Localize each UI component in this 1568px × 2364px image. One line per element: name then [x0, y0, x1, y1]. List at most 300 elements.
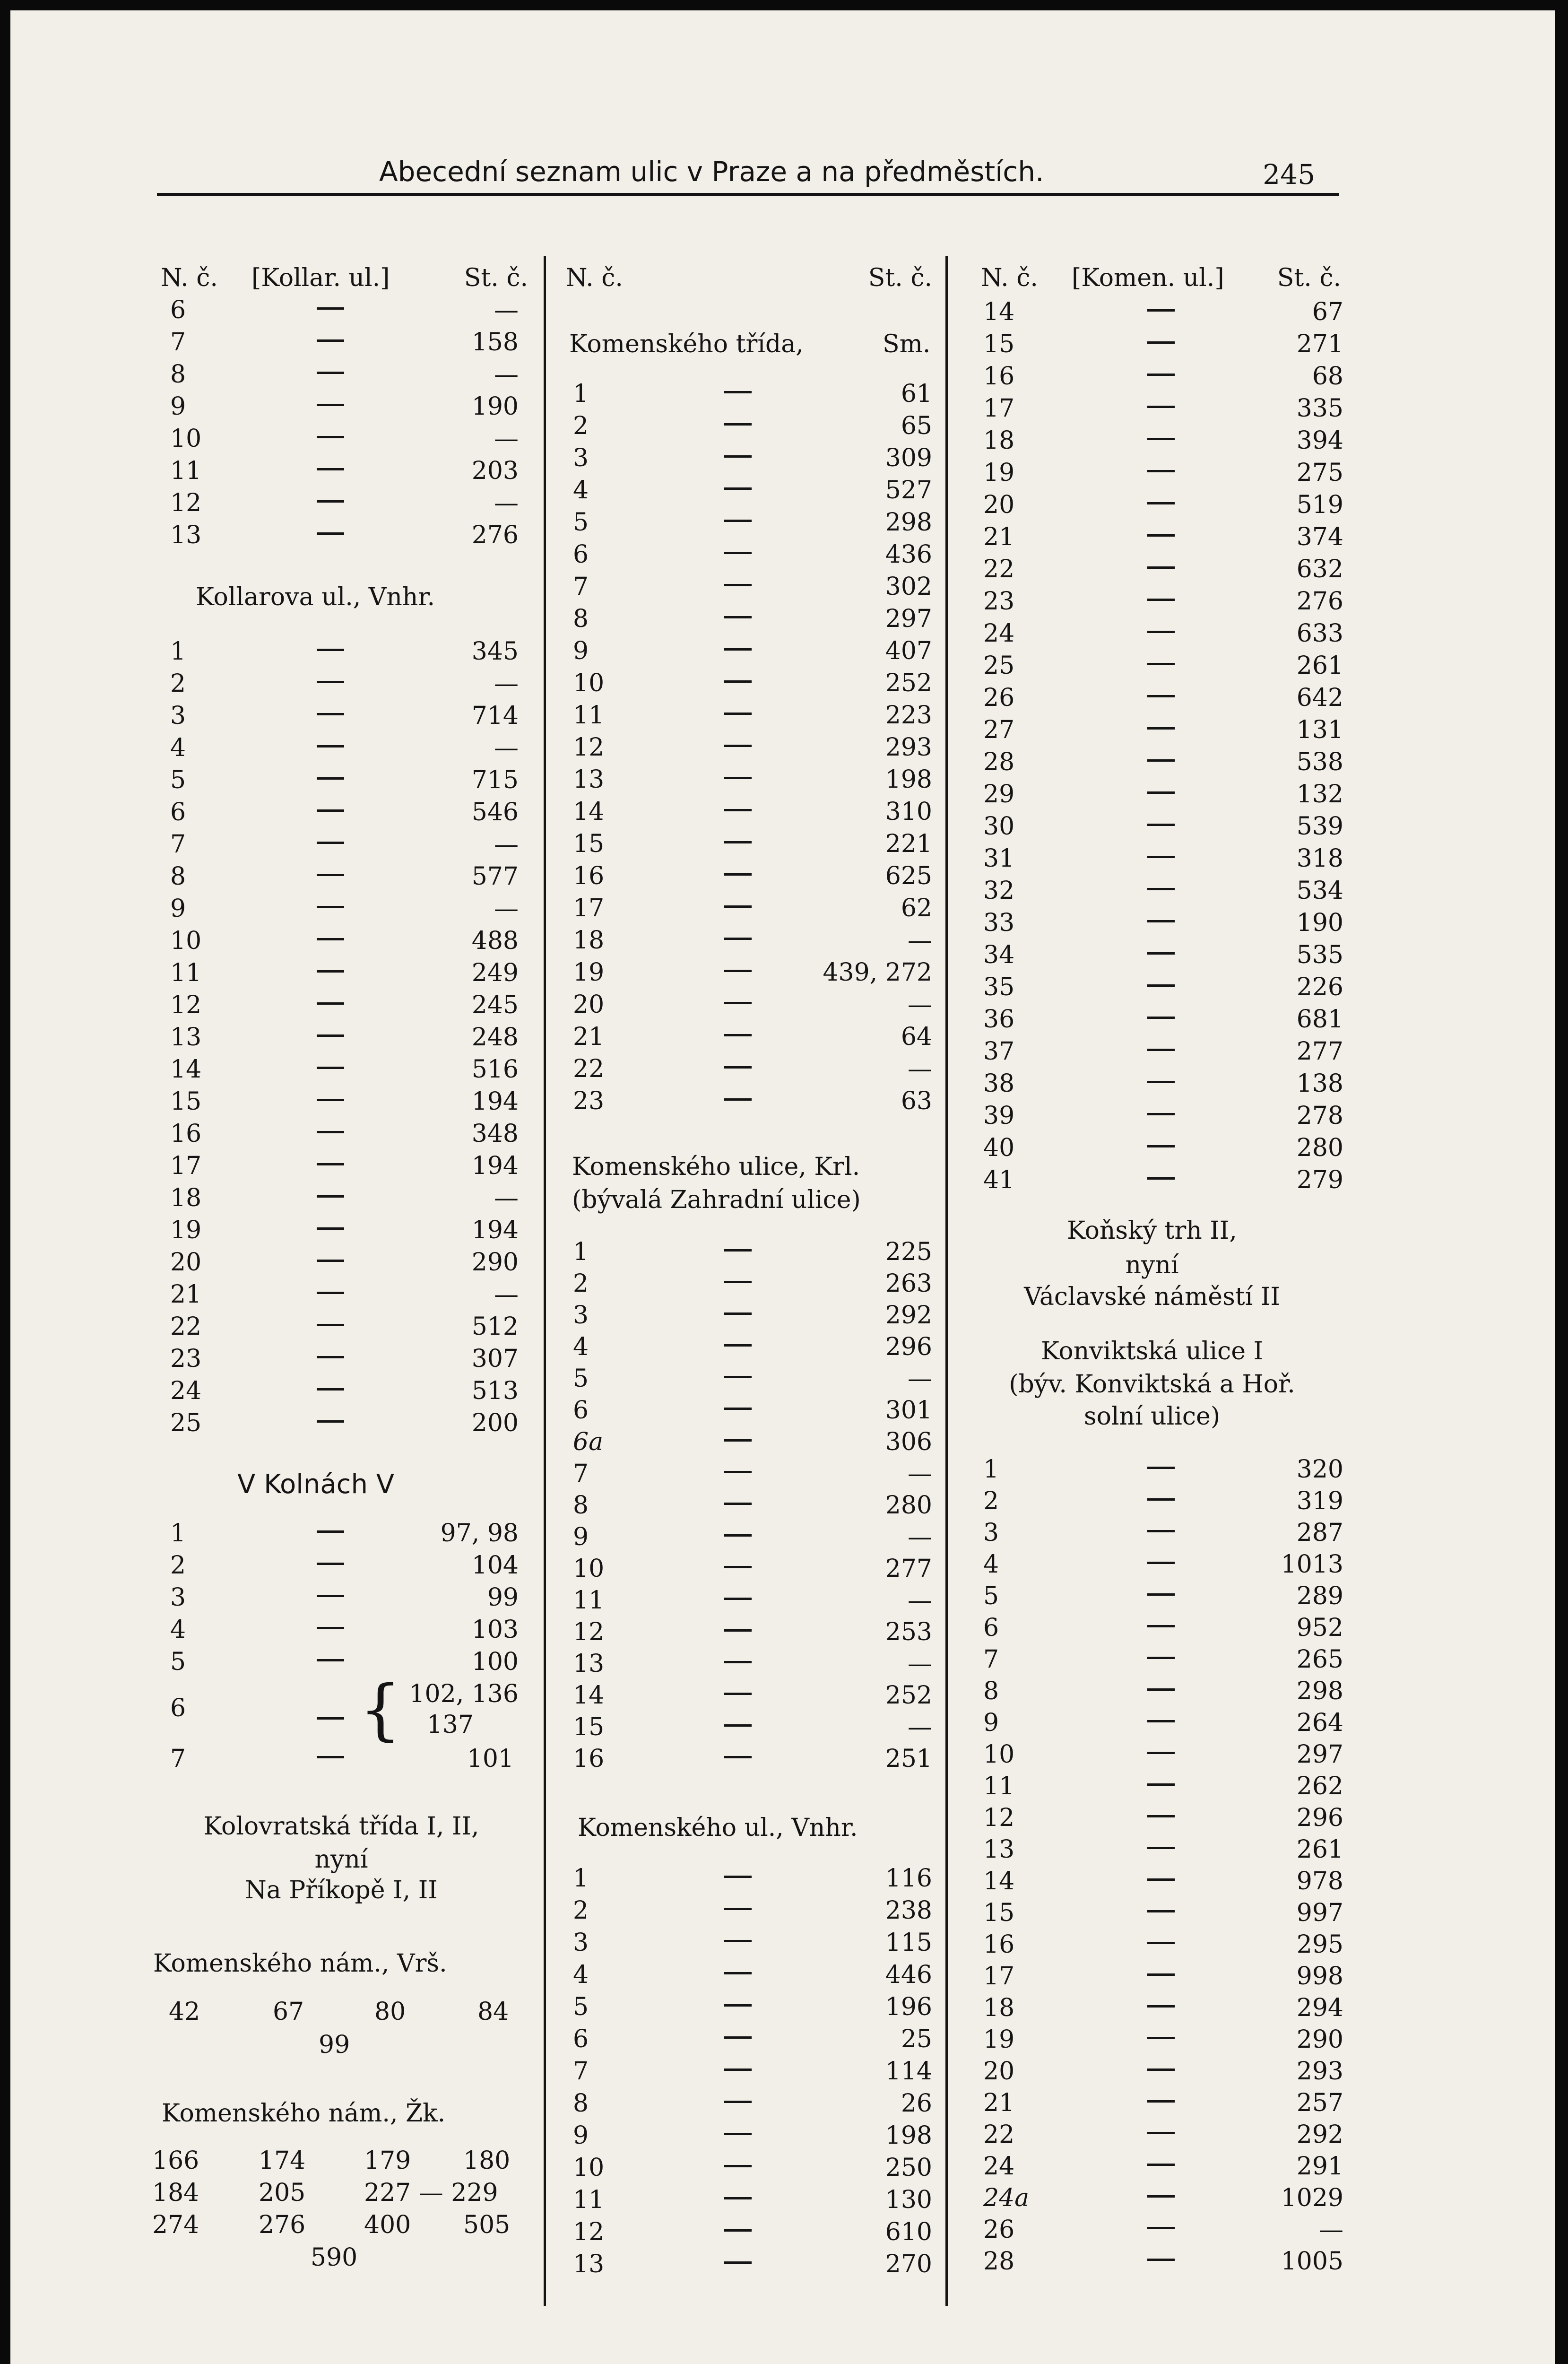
kollarova-row-value: —: [494, 1184, 519, 1212]
komenskeho-trida-row-number: 5: [573, 508, 589, 537]
konviktska-row-value: 952: [1296, 1614, 1343, 1642]
konviktska-row-dash: [1147, 1878, 1175, 1881]
kollarova-title: Kollarova ul., Vnhr.: [196, 583, 435, 611]
kolnach-row-dash: [317, 1563, 344, 1565]
komen-row-number: 17: [983, 394, 1015, 423]
kollarova-row-dash: [317, 938, 344, 940]
komen-row-dash: [1147, 631, 1175, 633]
komen-row-value: 642: [1296, 684, 1343, 712]
kollarova-row-number: 18: [170, 1184, 202, 1212]
komenskeho-trida-row-number: 3: [573, 444, 589, 472]
komenskeho-trida-row-dash: [724, 1002, 752, 1004]
kollarova-row-dash: [317, 777, 344, 780]
komenskeho-trida-row-dash: [724, 745, 752, 747]
trida-title-suffix: Sm.: [883, 330, 931, 358]
konviktska-row-number: 6: [983, 1614, 999, 1642]
kom-nam-vrs-title: Komenského nám., Vrš.: [153, 1949, 447, 1978]
komenskeho-krl-row-number: 8: [573, 1491, 589, 1520]
konviktska-row-dash: [1147, 1910, 1175, 1912]
kom-nam-zk-val: 505: [463, 2211, 511, 2239]
komenskeho-vnhr-row-dash: [724, 1876, 752, 1878]
komenskeho-krl-row-value: 253: [885, 1618, 932, 1646]
komen-row-dash: [1147, 1177, 1175, 1180]
komenskeho-trida-row-value: 436: [885, 540, 932, 569]
komenskeho-trida-row-number: 6: [573, 540, 589, 569]
komenskeho-krl-row-dash: [724, 1471, 752, 1473]
kolovratska-line3: Na Příkopě I, II: [245, 1876, 438, 1904]
kolnach-row-value: 104: [471, 1551, 519, 1580]
komenskeho-trida-row-dash: [724, 552, 752, 554]
kolnach-7-dash: [317, 1756, 344, 1758]
komen-row-value: 226: [1296, 973, 1343, 1001]
kollarova-row-number: 17: [170, 1152, 202, 1180]
komen-row-value: 280: [1296, 1134, 1343, 1162]
komenskeho-vnhr-row-dash: [724, 2036, 752, 2039]
kolnach-row-value: 97, 98: [440, 1519, 519, 1547]
kollar-row-number: 8: [170, 360, 186, 389]
kom-nam-zk-val: 179: [364, 2147, 411, 2175]
kollarova-row-value: 200: [471, 1409, 519, 1437]
komenskeho-vnhr-row-number: 8: [573, 2089, 589, 2118]
komenskeho-trida-row-value: 198: [885, 765, 932, 794]
komenskeho-trida-row-value: —: [908, 1055, 932, 1083]
komenskeho-trida-row-dash: [724, 487, 752, 490]
komen-row-number: 36: [983, 1005, 1015, 1034]
kollarova-row-number: 22: [170, 1312, 202, 1341]
kollarova-row-number: 6: [170, 798, 186, 826]
konviktska-row-dash: [1147, 1783, 1175, 1786]
komenskeho-vnhr-row-dash: [724, 2197, 752, 2199]
komenskeho-trida-row-dash: [724, 391, 752, 393]
kolnach-row-value: 103: [471, 1616, 519, 1644]
kollarova-row-dash: [317, 713, 344, 715]
komenskeho-vnhr-row-number: 5: [573, 1993, 589, 2021]
komen-row-dash: [1147, 663, 1175, 665]
kollar-row-value: 158: [471, 328, 519, 356]
komenskeho-vnhr-row-dash: [724, 2068, 752, 2071]
kollar-row-value: —: [494, 360, 519, 389]
konviktska-row-dash: [1147, 2227, 1175, 2229]
kollarova-row-dash: [317, 1356, 344, 1358]
komen-row-number: 22: [983, 555, 1015, 583]
kolnach-title: V Kolnách V: [237, 1469, 395, 1500]
komenskeho-trida-row-number: 7: [573, 573, 589, 601]
komenskeho-vnhr-row-number: 12: [573, 2218, 605, 2246]
kolnach-row-dash: [317, 1530, 344, 1533]
komenskeho-vnhr-row-dash: [724, 2101, 752, 2103]
komen-row-value: 519: [1296, 491, 1343, 519]
kom-nam-vrs-extra: 99: [319, 2031, 350, 2059]
konviktska-row-dash: [1147, 1815, 1175, 1817]
komenskeho-krl-row-dash: [724, 1598, 752, 1600]
komen-row-value: 275: [1296, 459, 1343, 487]
komenskeho-krl-row-value: 292: [885, 1301, 932, 1330]
komenskeho-krl-row-value: —: [908, 1460, 932, 1488]
komenskeho-krl-row-number: 3: [573, 1301, 589, 1330]
konviktska-row-value: 320: [1296, 1455, 1343, 1484]
kollarova-row-value: 248: [471, 1023, 519, 1052]
kollarova-row-dash: [317, 1131, 344, 1133]
komenskeho-vnhr-row-number: 3: [573, 1929, 589, 1957]
kollarova-row-dash: [317, 1067, 344, 1069]
komen-row-number: 38: [983, 1069, 1015, 1098]
kollarova-row-value: 714: [471, 702, 519, 730]
komen-row-number: 39: [983, 1102, 1015, 1130]
komenskeho-vnhr-row-value: 130: [885, 2186, 932, 2214]
komenskeho-trida-row-value: 62: [901, 894, 932, 922]
col3-head-n: N. č.: [981, 264, 1038, 292]
kolnach-6-dash: [317, 1717, 344, 1720]
komenskeho-vnhr-row-value: 116: [885, 1864, 932, 1893]
konviktska-row-dash: [1147, 2068, 1175, 2071]
konviktska-row-dash: [1147, 1847, 1175, 1849]
komenskeho-vnhr-row-number: 9: [573, 2121, 589, 2150]
komenskeho-trida-row-value: 407: [885, 637, 932, 665]
konviktska-row-value: 296: [1296, 1804, 1343, 1832]
kollarova-row-value: —: [494, 669, 519, 698]
komenskeho-krl-row-number: 4: [573, 1333, 589, 1361]
konviktska-row-dash: [1147, 2259, 1175, 2261]
konviktska-row-dash: [1147, 1973, 1175, 1976]
kollar-row-dash: [317, 532, 344, 535]
kollar-row-number: 12: [170, 489, 202, 517]
kollarova-row-number: 12: [170, 991, 202, 1019]
komenskeho-vnhr-row-value: 238: [885, 1896, 932, 1925]
header-rule: [157, 193, 1339, 196]
komenskeho-trida-row-value: —: [908, 991, 932, 1019]
konsky-line2: nyní: [1125, 1251, 1179, 1279]
kollarova-row-number: 1: [170, 637, 186, 666]
komenskeho-trida-row-value: —: [908, 926, 932, 955]
komenskeho-vnhr-row-value: 198: [885, 2121, 932, 2150]
komenskeho-krl-row-number: 16: [573, 1745, 605, 1773]
kollarova-row-number: 2: [170, 669, 186, 698]
komen-row-dash: [1147, 599, 1175, 601]
kollarova-row-dash: [317, 745, 344, 747]
konviktska-line2: (býv. Konviktská a Hoř.: [1009, 1370, 1295, 1399]
kolnach-row-number: 2: [170, 1551, 186, 1580]
komenskeho-trida-row-dash: [724, 616, 752, 618]
konsky-line3: Václavské náměstí II: [1024, 1283, 1280, 1311]
kollarova-row-value: 577: [471, 862, 519, 891]
komenskeho-trida-row-dash: [724, 520, 752, 522]
konviktska-row-value: 291: [1296, 2152, 1343, 2181]
konviktska-row-value: 261: [1296, 1835, 1343, 1864]
konviktska-row-number: 7: [983, 1645, 999, 1674]
konviktska-row-dash: [1147, 2037, 1175, 2039]
komenskeho-trida-row-value: 64: [901, 1023, 932, 1051]
kollarova-row-number: 14: [170, 1055, 202, 1084]
trida-title: Komenského třída,: [569, 330, 804, 358]
komenskeho-trida-row-number: 23: [573, 1087, 605, 1115]
komenskeho-trida-row-number: 8: [573, 605, 589, 633]
konviktska-row-number: 17: [983, 1962, 1015, 1990]
konviktska-row-dash: [1147, 1498, 1175, 1501]
konviktska-row-value: 289: [1296, 1582, 1343, 1610]
komen-row-value: 261: [1296, 652, 1343, 680]
konviktska-row-value: 293: [1296, 2057, 1343, 2086]
komen-row-number: 32: [983, 877, 1015, 905]
kom-nam-zk-extra: 590: [311, 2243, 358, 2272]
komenskeho-trida-row-dash: [724, 1098, 752, 1101]
komenskeho-krl-row-value: 263: [885, 1269, 932, 1298]
komenskeho-trida-row-dash: [724, 777, 752, 779]
kolnach-row-number: 3: [170, 1583, 186, 1612]
konviktska-row-value: 978: [1296, 1867, 1343, 1895]
komen-row-value: 632: [1296, 555, 1343, 583]
komen-row-number: 37: [983, 1037, 1015, 1066]
komenskeho-trida-row-dash: [724, 680, 752, 683]
komenskeho-trida-row-dash: [724, 841, 752, 843]
komenskeho-krl-row-value: —: [908, 1650, 932, 1678]
komen-row-dash: [1147, 791, 1175, 794]
komen-row-dash: [1147, 695, 1175, 697]
komenskeho-trida-row-value: 625: [885, 862, 932, 890]
kollarova-row-value: —: [494, 830, 519, 859]
kolnach-row-value: 99: [487, 1583, 519, 1612]
komenskeho-krl-row-dash: [724, 1344, 752, 1347]
konviktska-row-value: 257: [1296, 2089, 1343, 2117]
komen-row-value: 67: [1312, 298, 1343, 326]
komenskeho-vnhr-row-number: 10: [573, 2154, 605, 2182]
komenskeho-krl-row-dash: [724, 1503, 752, 1505]
konviktska-row-value: 997: [1296, 1899, 1343, 1927]
komen-row-value: 277: [1296, 1037, 1343, 1066]
komenskeho-krl-row-number: 2: [573, 1269, 589, 1298]
komen-row-number: 19: [983, 459, 1015, 487]
komen-row-number: 33: [983, 909, 1015, 937]
kollarova-row-value: 194: [471, 1087, 519, 1116]
komenskeho-trida-row-number: 17: [573, 894, 605, 922]
komenskeho-trida-row-number: 9: [573, 637, 589, 665]
komenskeho-vnhr-row-value: 25: [901, 2025, 932, 2053]
komenskeho-krl-row-number: 11: [573, 1586, 605, 1615]
konviktska-row-number: 20: [983, 2057, 1015, 2086]
konviktska-row-dash: [1147, 1562, 1175, 1564]
col2-head-n: N. č.: [566, 264, 623, 292]
komenskeho-vnhr-row-number: 7: [573, 2057, 589, 2086]
kolnach-row-value: 100: [471, 1648, 519, 1676]
komenskeho-trida-row-value: 252: [885, 669, 932, 697]
kollarova-row-value: 512: [471, 1312, 519, 1341]
komenskeho-trida-row-number: 15: [573, 830, 605, 858]
komen-row-value: 132: [1296, 780, 1343, 808]
konviktska-row-value: 1029: [1281, 2184, 1343, 2212]
column-separator-1: [544, 256, 546, 2306]
konviktska-row-number: 18: [983, 1994, 1015, 2022]
kollar-row-number: 6: [170, 296, 186, 324]
col3-head-mid: [Komen. ul.]: [1072, 264, 1224, 292]
kollarova-row-number: 5: [170, 766, 186, 794]
kolnach-6-val1: 102, 136: [409, 1680, 519, 1708]
komenskeho-krl-row-dash: [724, 1439, 752, 1442]
komen-row-value: 271: [1296, 330, 1343, 358]
komen-row-number: 40: [983, 1134, 1015, 1162]
komenskeho-trida-row-value: 63: [901, 1087, 932, 1115]
komen-row-dash: [1147, 341, 1175, 344]
komenskeho-krl-row-number: 10: [573, 1555, 605, 1583]
kollarova-row-number: 9: [170, 895, 186, 923]
komen-row-dash: [1147, 888, 1175, 890]
komenskeho-trida-row-value: 61: [901, 380, 932, 408]
kollar-row-dash: [317, 372, 344, 374]
komen-row-number: 28: [983, 748, 1015, 776]
kollarova-row-value: 245: [471, 991, 519, 1019]
kollar-row-value: —: [494, 425, 519, 453]
komen-row-dash: [1147, 727, 1175, 730]
komenskeho-krl-row-dash: [724, 1376, 752, 1378]
konviktska-row-dash: [1147, 2005, 1175, 2008]
komenskeho-trida-row-dash: [724, 1034, 752, 1036]
kollarova-row-number: 25: [170, 1409, 202, 1437]
kollar-row-number: 7: [170, 328, 186, 356]
konviktska-row-value: 319: [1296, 1487, 1343, 1515]
kollarova-row-value: 194: [471, 1152, 519, 1180]
kollarova-row-value: 307: [471, 1345, 519, 1373]
komen-row-dash: [1147, 759, 1175, 762]
komenskeho-vnhr-row-value: 250: [885, 2154, 932, 2182]
komen-row-number: 26: [983, 684, 1015, 712]
komenskeho-trida-row-number: 11: [573, 701, 605, 730]
komen-row-value: 138: [1296, 1069, 1343, 1098]
kollarova-row-dash: [317, 1227, 344, 1230]
komen-row-dash: [1147, 1081, 1175, 1083]
col2-head-st: St. č.: [868, 264, 932, 292]
kolnach-7-n: 7: [170, 1745, 186, 1773]
kom-nam-zk-val: 400: [364, 2211, 411, 2239]
komenskeho-krl-row-number: 5: [573, 1365, 589, 1393]
kom-nam-zk-val: 184: [152, 2179, 199, 2207]
kollarova-row-value: —: [494, 1280, 519, 1309]
komen-row-value: 279: [1296, 1166, 1343, 1194]
konviktska-row-number: 1: [983, 1455, 999, 1484]
konviktska-row-number: 8: [983, 1677, 999, 1705]
konviktska-row-dash: [1147, 1752, 1175, 1754]
komenskeho-krl-row-dash: [724, 1629, 752, 1632]
konviktska-row-number: 28: [983, 2247, 1015, 2276]
kollarova-row-value: 513: [471, 1377, 519, 1405]
kollarova-row-number: 16: [170, 1120, 202, 1148]
komenskeho-vnhr-row-dash: [724, 1908, 752, 1910]
komen-row-value: 68: [1312, 362, 1343, 391]
komen-row-number: 41: [983, 1166, 1015, 1194]
konviktska-row-number: 21: [983, 2089, 1015, 2117]
kollarova-row-value: 290: [471, 1248, 519, 1277]
komenskeho-trida-row-dash: [724, 584, 752, 586]
kollar-row-number: 10: [170, 425, 202, 453]
komenskeho-trida-row-value: 302: [885, 573, 932, 601]
komenskeho-trida-row-number: 18: [573, 926, 605, 955]
komenskeho-vnhr-row-dash: [724, 2165, 752, 2167]
konviktska-row-number: 3: [983, 1519, 999, 1547]
konviktska-row-value: 1005: [1281, 2247, 1343, 2276]
komenskeho-krl-row-value: 296: [885, 1333, 932, 1361]
komenskeho-vnhr-row-number: 11: [573, 2186, 605, 2214]
komen-row-number: 30: [983, 812, 1015, 841]
kollarova-row-number: 19: [170, 1216, 202, 1244]
kollarova-row-value: —: [494, 895, 519, 923]
komenskeho-krl-row-value: 252: [885, 1681, 932, 1710]
kollarova-row-dash: [317, 1034, 344, 1037]
komen-row-number: 14: [983, 298, 1015, 326]
komenskeho-krl-row-number: 1: [573, 1238, 589, 1266]
konviktska-row-value: 292: [1296, 2121, 1343, 2149]
komenskeho-krl-row-number: 6: [573, 1396, 589, 1425]
konviktska-row-number: 5: [983, 1582, 999, 1610]
kollarova-row-dash: [317, 649, 344, 651]
komen-row-number: 15: [983, 330, 1015, 358]
kollarova-row-number: 8: [170, 862, 186, 891]
kolnach-6-val2: 137: [426, 1711, 474, 1739]
kollarova-row-dash: [317, 1002, 344, 1005]
komenskeho-vnhr-row-dash: [724, 2229, 752, 2232]
konviktska-row-dash: [1147, 1625, 1175, 1627]
komenskeho-krl-row-dash: [724, 1566, 752, 1568]
komen-row-value: 278: [1296, 1102, 1343, 1130]
kollarova-row-value: 194: [471, 1216, 519, 1244]
komenskeho-krl-row-value: —: [908, 1586, 932, 1615]
kollarova-row-number: 4: [170, 734, 186, 762]
komenskeho-krl-row-dash: [724, 1661, 752, 1663]
komen-row-dash: [1147, 470, 1175, 472]
kolnach-row-number: 4: [170, 1616, 186, 1644]
kollar-row-value: 203: [471, 457, 519, 485]
komenskeho-vnhr-row-dash: [724, 2004, 752, 2007]
komen-row-dash: [1147, 406, 1175, 408]
komen-row-value: 539: [1296, 812, 1343, 841]
komen-row-dash: [1147, 374, 1175, 376]
komenskeho-trida-row-value: 293: [885, 733, 932, 762]
kollarova-row-dash: [317, 842, 344, 844]
komen-row-number: 25: [983, 652, 1015, 680]
komenskeho-trida-row-dash: [724, 873, 752, 876]
konviktska-row-number: 4: [983, 1550, 999, 1579]
komenskeho-vnhr-row-value: 270: [885, 2250, 932, 2278]
komen-row-value: 538: [1296, 748, 1343, 776]
kollarova-row-number: 24: [170, 1377, 202, 1405]
komenskeho-krl-row-value: 277: [885, 1555, 932, 1583]
kolnach-6-n: 6: [170, 1694, 186, 1722]
komen-row-value: 394: [1296, 426, 1343, 455]
komenskeho-krl-row-number: 12: [573, 1618, 605, 1646]
kollarova-row-dash: [317, 1195, 344, 1198]
komenskeho-trida-row-value: 309: [885, 444, 932, 472]
krl-title-line2: (bývalá Zahradní ulice): [572, 1186, 861, 1214]
konviktska-row-number: 14: [983, 1867, 1015, 1895]
kom-nam-vrs-val: 80: [374, 1998, 406, 2026]
konviktska-row-value: 290: [1296, 2025, 1343, 2054]
kollarova-row-number: 3: [170, 702, 186, 730]
konviktska-row-dash: [1147, 2100, 1175, 2103]
kollarova-row-dash: [317, 906, 344, 908]
kollarova-row-value: 249: [471, 959, 519, 987]
kollar-row-dash: [317, 307, 344, 310]
kom-nam-vrs-val: 67: [273, 1998, 304, 2026]
komenskeho-trida-row-number: 22: [573, 1055, 605, 1083]
konviktska-row-value: 1013: [1281, 1550, 1343, 1579]
komenskeho-vnhr-row-value: 196: [885, 1993, 932, 2021]
komen-row-number: 31: [983, 844, 1015, 873]
kollar-row-number: 13: [170, 521, 202, 549]
komenskeho-krl-row-number: 6a: [573, 1428, 604, 1456]
komenskeho-vnhr-row-dash: [724, 1972, 752, 1974]
komenskeho-trida-row-dash: [724, 713, 752, 715]
komenskeho-trida-row-value: 65: [901, 412, 932, 440]
komenskeho-vnhr-row-dash: [724, 1940, 752, 1942]
konviktska-row-value: 262: [1296, 1772, 1343, 1800]
komen-row-number: 21: [983, 523, 1015, 551]
komenskeho-krl-row-value: 280: [885, 1491, 932, 1520]
